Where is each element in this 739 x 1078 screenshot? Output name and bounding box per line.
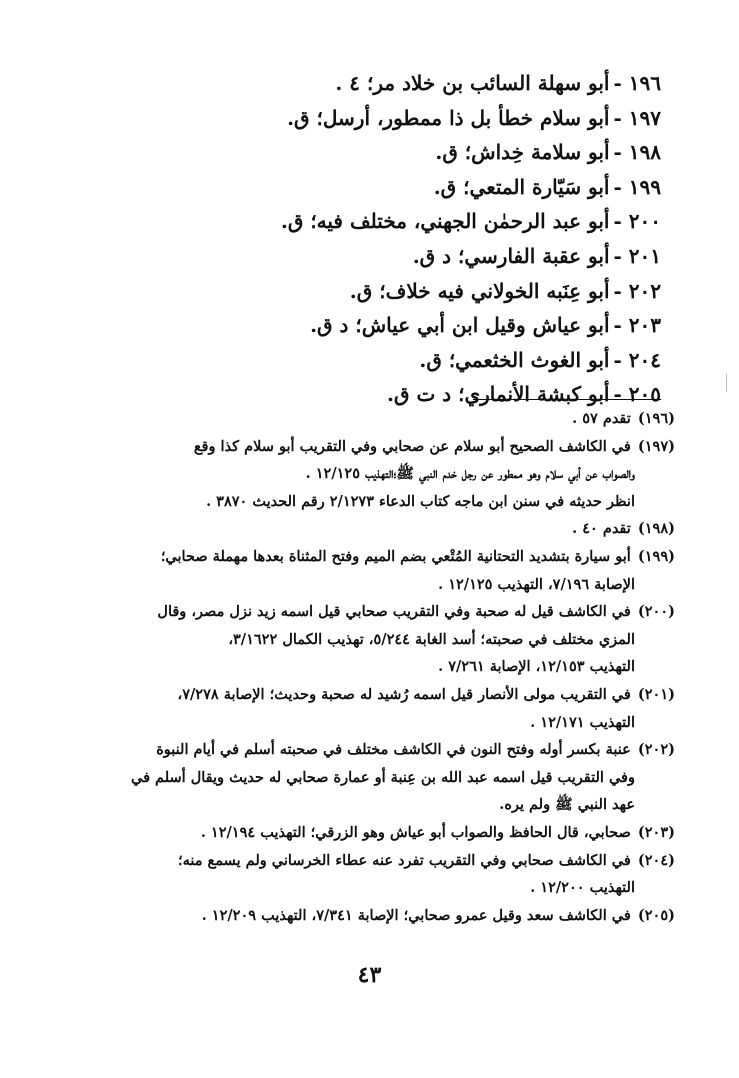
footnote-ref: (٢٠١) — [637, 685, 675, 703]
footnote-line — [65, 488, 675, 516]
footnote-ref: (١٩٦) — [637, 410, 675, 427]
footnote-text: في الكاشف قيل له صحبة وفي التقريب صحابي قيل اسمه زيد نزل مصر، وقال — [157, 603, 631, 621]
footnote-text: والصواب عن أبي سلام وهو ممطور عن رجل خدم النبي ﷺ؛التهذيب ١٢/١٢٥ . — [305, 465, 635, 483]
footnote-line — [65, 819, 675, 847]
footnote-line — [65, 571, 675, 599]
entry-number: ٢٠١ - — [613, 243, 661, 268]
footnote-line — [65, 515, 675, 543]
list-item — [101, 308, 661, 343]
footnote — [65, 819, 675, 847]
footnote — [65, 847, 675, 902]
entry-text: أبو كبشة الأنماري؛ د ت ق. — [387, 382, 610, 407]
footnote-line — [65, 460, 675, 488]
footnote-text: انظر حديثه في سنن ابن ماجه كتاب الدعاء ٢/١٢٧٣ رقم الحديث ٣٨٧٠ . — [206, 492, 635, 510]
list-item — [101, 66, 661, 101]
footnote-text: تقدم ٤٠ . — [572, 520, 631, 538]
entry-number: ٢٠٢ - — [613, 278, 661, 303]
list-item — [101, 135, 661, 170]
entry-number: ١٩٧ - — [613, 105, 661, 130]
entry-text: أبو عِنَبه الخولاني فيه خلاف؛ ق. — [349, 278, 610, 303]
entry-number: ٢٠٣ - — [613, 313, 661, 338]
footnote-line — [65, 681, 675, 709]
footnote-ref: (٢٠٣) — [637, 823, 675, 841]
footnote-ref: (٢٠٠) — [637, 603, 675, 621]
footnote-ref: (٢٠٥) — [637, 906, 675, 924]
footnote-line — [65, 791, 675, 819]
footnote-text: أبو سيارة بتشديد التحتانية المُتْعي بضم الميم وفتح المثناة بعدها مهملة صحابي؛ — [160, 547, 631, 565]
entry-number: ٢٠٠ - — [613, 209, 661, 234]
footnote-text: في الكاشف صحابي وفي التقريب تفرد عنه عطاء الخرساني ولم يسمع منه؛ — [177, 851, 631, 869]
page-number: ٤٣ — [357, 962, 382, 988]
footnote-line — [65, 598, 675, 626]
entry-text: أبو سلامة خِداش؛ ق. — [435, 140, 610, 165]
footnote-line — [65, 736, 675, 764]
footnote-text: تقدم ٥٧ . — [572, 410, 631, 427]
footnote-text: صحابي، قال الحافظ والصواب أبو عياش وهو الزرقي؛ التهذيب ١٢/١٩٤ . — [200, 823, 631, 841]
entry-text: أبو الغوث الخثعمي؛ ق. — [419, 347, 610, 372]
footnote — [65, 598, 675, 681]
footnote-line — [65, 709, 675, 737]
footnote-ref: (٢٠٤) — [637, 851, 675, 869]
footnote-line — [65, 847, 675, 875]
footnote-ref: (١٩٧) — [637, 437, 675, 455]
footnote-text: التهذيب ١٢/٢٠٠ . — [530, 879, 635, 897]
footnote — [65, 515, 675, 543]
entry-number: ٢٠٥ - — [613, 382, 661, 407]
footnote-text: في التقريب مولى الأنصار قيل اسمه رُشيد له صحبة وحديث؛ الإصابة ٧/٢٧٨، — [177, 685, 631, 703]
entry-number: ١٩٦ - — [613, 71, 661, 95]
footnote-line — [65, 626, 675, 654]
entry-number: ١٩٨ - — [613, 140, 661, 165]
footnote-text: في الكاشف الصحيح أبو سلام عن صحابي وفي التقريب أبو سلام كذا وقع — [193, 437, 631, 455]
footnote-line — [65, 653, 675, 681]
entry-text: أبو عبد الرحمٰن الجهني، مختلف فيه؛ ق. — [280, 209, 610, 234]
footnote-ref: (١٩٨) — [637, 520, 675, 538]
footnote-text: عهد النبي ﷺ ولم يره. — [499, 796, 635, 814]
footnote-line — [65, 902, 675, 930]
footnote-text: التهذيب ١٢/١٧١ . — [530, 713, 635, 731]
entry-text: أبو سلام خطأ بل ذا ممطور، أرسل؛ ق. — [287, 105, 610, 130]
list-item — [101, 274, 661, 309]
list-item — [101, 343, 661, 378]
entry-text: أبو سهلة السائب بن خلاد مر؛ ٤ . — [335, 71, 610, 95]
footnote-text: التهذيب ١٢/١٥٣، الإصابة ٧/٢٦١ . — [438, 658, 635, 676]
entry-number: ٢٠٤ - — [613, 347, 661, 372]
footnote-text: في الكاشف سعد وقيل عمرو صحابي؛ الإصابة ٧/٣٤١، التهذيب ١٢/٢٠٩ . — [201, 906, 631, 924]
footnote-ref: (٢٠٢) — [637, 741, 675, 759]
entry-text: أبو عياش وقيل ابن أبي عياش؛ د ق. — [310, 313, 610, 338]
list-item — [101, 170, 661, 205]
scan-edge-mark — [726, 374, 727, 392]
footnote — [65, 433, 675, 516]
list-item — [101, 239, 661, 274]
footnote-line — [65, 405, 675, 433]
list-item — [101, 204, 661, 239]
footnote — [65, 736, 675, 819]
list-item — [101, 101, 661, 136]
footnote-line — [65, 764, 675, 792]
narrator-list — [101, 66, 661, 412]
footnotes — [65, 405, 675, 929]
footnote-line — [65, 543, 675, 571]
footnote-ref: (١٩٩) — [637, 547, 675, 565]
entry-number: ١٩٩ - — [613, 174, 661, 199]
footnote-text: عنبة بكسر أوله وفتح النون في الكاشف مختلف في صحبته أسلم في أيام النبوة — [156, 741, 631, 759]
footnote-text: وفي التقريب قيل اسمه عبد الله بن عِنبة أو عمارة صحابي له حديث ويقال أسلم في — [130, 768, 635, 786]
entry-text: أبو عقبة الفارسي؛ د ق. — [412, 243, 610, 268]
entry-text: أبو سَيّارة المتعي؛ ق. — [433, 174, 610, 199]
footnote-text: المزي مختلف في صحبته؛ أسد الغابة ٥/٢٤٤، تهذيب الكمال ٣/١٦٢٢، — [228, 630, 635, 648]
footnote — [65, 405, 675, 433]
footnote — [65, 543, 675, 598]
footnote — [65, 902, 675, 930]
footnote-line — [65, 433, 675, 461]
footnote-text: الإصابة ٧/١٩٦، التهذيب ١٢/١٢٥ . — [438, 575, 635, 593]
footnote-divider — [473, 399, 661, 400]
footnote — [65, 681, 675, 736]
footnote-line — [65, 874, 675, 902]
